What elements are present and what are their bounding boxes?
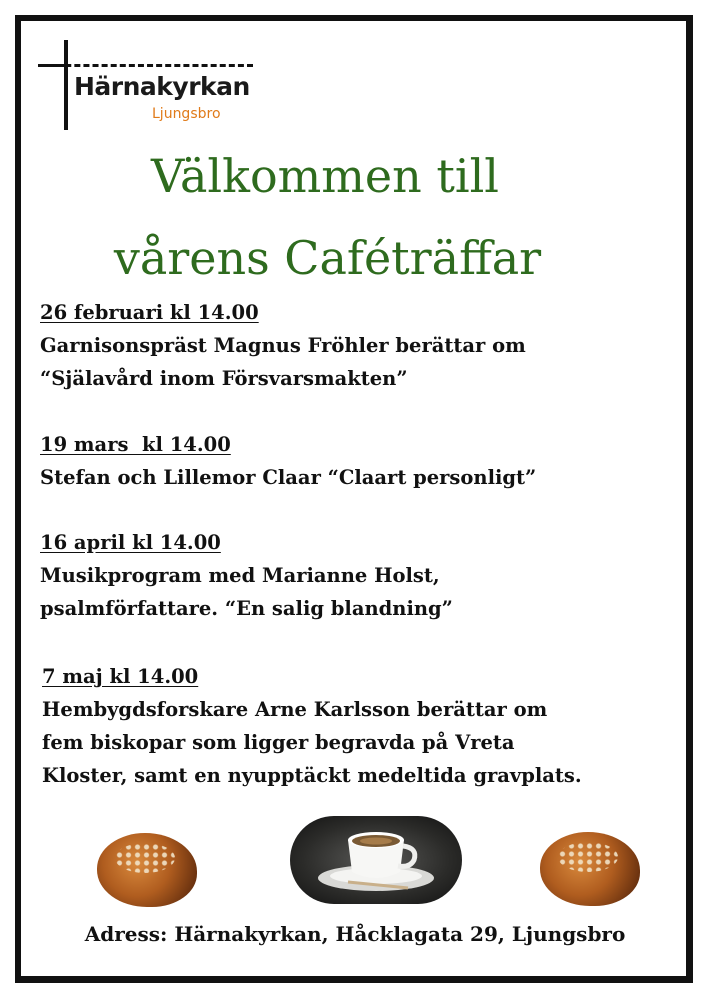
title-line-2: vårens Caféträffar [113,231,542,285]
event-4 [42,660,682,792]
event-date: 16 april kl 14.00 [40,531,221,554]
event-text: Musikprogram med Marianne Holst, [40,564,440,587]
event-3 [40,526,680,625]
dashed-line [38,64,253,67]
event-1 [40,296,680,395]
cinnamon-bun-image [97,833,197,907]
event-2 [40,428,680,494]
cross-icon [64,40,68,130]
logo-name: Härnakyrkan [74,72,250,101]
event-text: psalmförfattare. “En salig blandning” [40,597,453,620]
event-text: Kloster, samt en nyupptäckt medeltida gravplats. [42,764,582,787]
title-line-1: Välkommen till [150,149,500,203]
event-date: 7 maj kl 14.00 [42,665,199,688]
event-text: Garnisonspräst Magnus Fröhler berättar om [40,334,526,357]
logo-town: Ljungsbro [152,106,221,122]
event-date: 26 februari kl 14.00 [40,301,259,324]
address: Adress: Härnakyrkan, Håcklagata 29, Ljungsbro [84,922,626,946]
event-text: “Själavård inom Försvarsmakten” [40,367,408,390]
event-date: 19 mars kl 14.00 [40,433,231,456]
event-text: Hembygdsforskare Arne Karlsson berättar om [42,698,548,721]
event-text: Stefan och Lillemor Claar “Claart personligt” [40,466,537,489]
church-logo [38,40,268,132]
cinnamon-bun-image [540,832,640,906]
event-text: fem biskopar som ligger begravda på Vreta [42,731,515,754]
coffee-cup-image [290,816,462,904]
